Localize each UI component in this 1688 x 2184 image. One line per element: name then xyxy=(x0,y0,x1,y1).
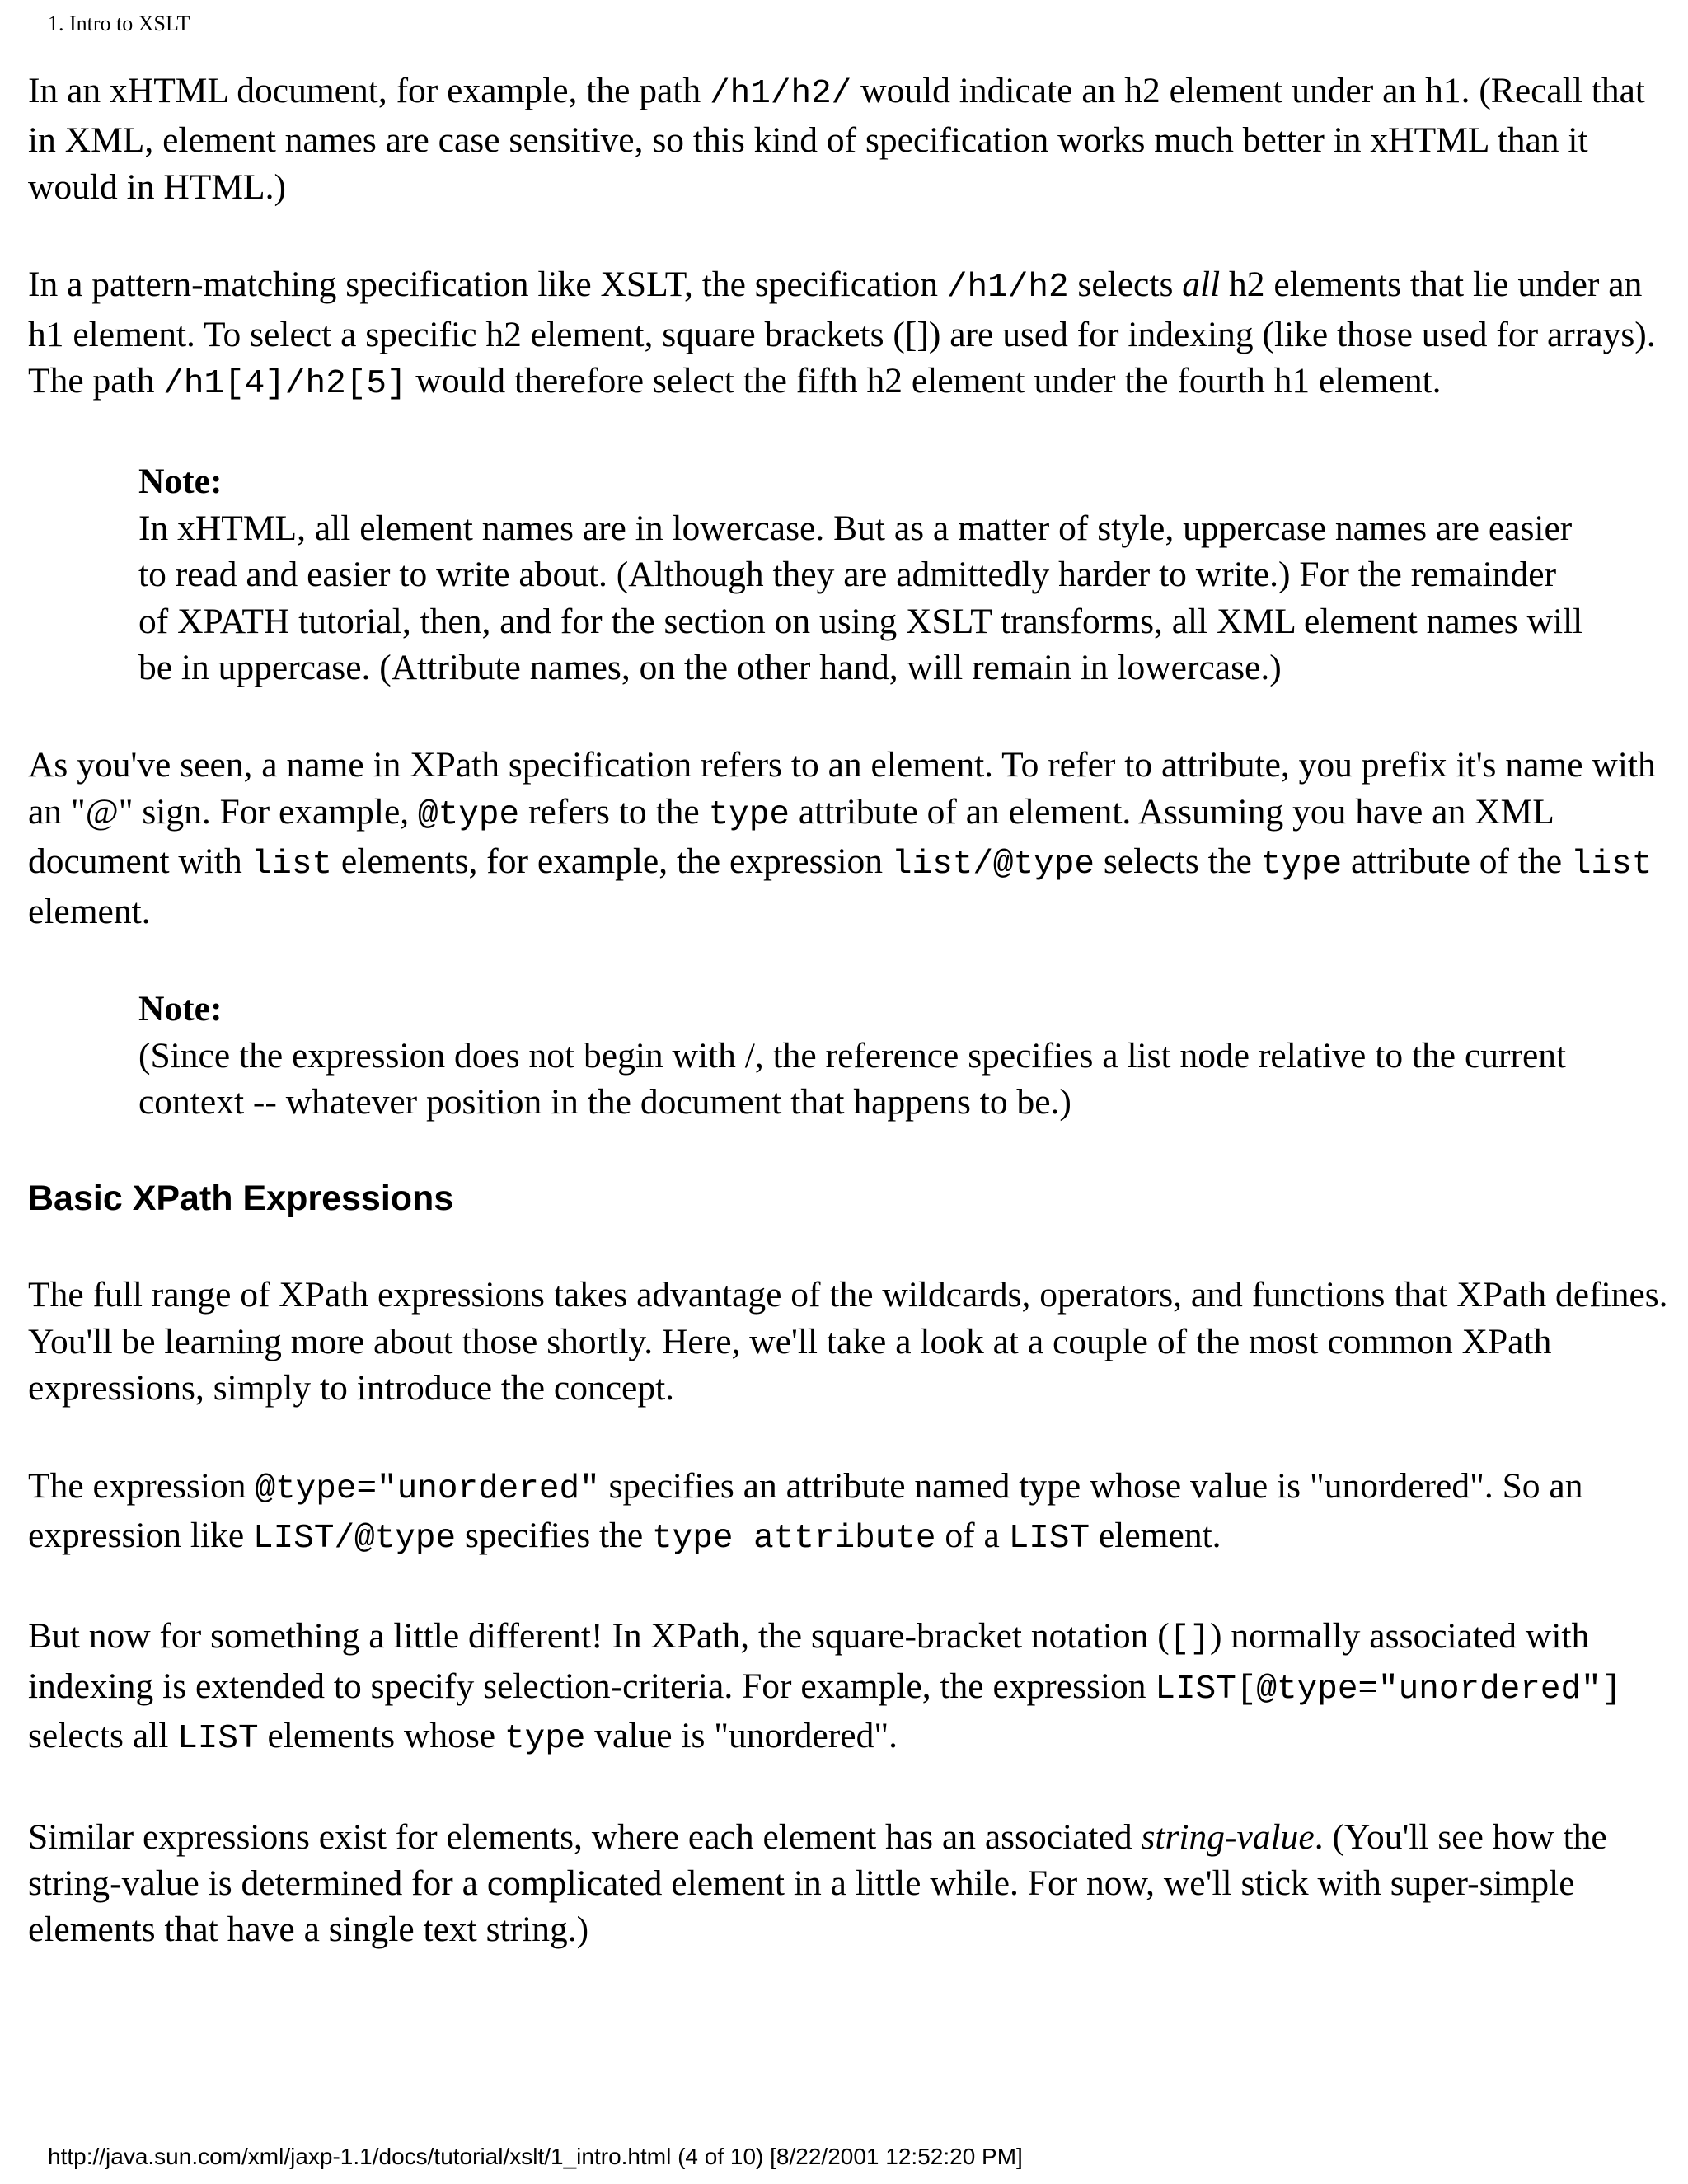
note-label: Note: xyxy=(138,462,223,502)
note-block-uppercase xyxy=(138,458,1589,691)
text-run: . (You'll see how the string-value is determined for a complicated element in a little while. For now, we'll stick with super-simple elements that have a single text string.) xyxy=(28,1816,1607,1950)
text-run: element. xyxy=(1090,1515,1221,1555)
text-run: The expression xyxy=(28,1465,256,1506)
text-run: h2 elements that lie under an h1 element. To select a specific h2 element, square brackets ([]) are used for indexing (like those used for arrays). The path xyxy=(28,265,1656,401)
paragraph-pattern-matching xyxy=(28,261,1668,407)
text-run: specifies the xyxy=(456,1515,653,1555)
code-run: type xyxy=(708,795,790,834)
paragraph-expression-type xyxy=(28,1463,1668,1563)
emphasis-run: string-value xyxy=(1141,1816,1315,1857)
code-run: LIST xyxy=(177,1720,259,1759)
text-run: element. xyxy=(28,891,151,931)
text-run: of a xyxy=(935,1515,1009,1555)
page-footer-url: http://java.sun.com/xml/jaxp-1.1/docs/tutorial/xslt/1_intro.html (4 of 10) [8/22/2001 12:52:20 PM] xyxy=(48,2144,1023,2169)
paragraph-xhtml-path xyxy=(28,68,1668,210)
text-run: specifies an attribute named type whose value is "unordered". So an expression like xyxy=(28,1465,1583,1555)
paragraph-string-value xyxy=(28,1814,1668,1953)
code-run: /h1/h2/ xyxy=(710,75,852,113)
text-run: But now for something a little different! In XPath, the square-bracket notation ( xyxy=(28,1616,1170,1657)
code-run: type attribute xyxy=(652,1519,936,1558)
text-run: refers to the xyxy=(519,791,709,832)
code-run: [] xyxy=(1169,1620,1210,1659)
text-run: Similar expressions exist for elements, where each element has an associated xyxy=(28,1816,1142,1857)
code-run: list/@type xyxy=(891,846,1095,884)
section-heading: Basic XPath Expressions xyxy=(28,1179,454,1219)
page-header-title: 1. Intro to XSLT xyxy=(48,12,190,35)
note-text: (Since the expression does not begin with /, the reference specifies a list node relative to the current context -- whatever position in the document that happens to be.) xyxy=(138,1035,1567,1122)
code-run: LIST xyxy=(1008,1519,1090,1558)
text-run: selects all xyxy=(28,1716,178,1756)
text-run: value is "unordered". xyxy=(585,1716,898,1756)
code-run: /h1/h2 xyxy=(946,269,1069,307)
paragraph-square-bracket xyxy=(28,1613,1668,1762)
text-run: In a pattern-matching specification like XSLT, the specification xyxy=(28,265,947,305)
paragraph-attribute-reference xyxy=(28,742,1668,935)
text-run: In an xHTML document, for example, the path xyxy=(28,71,710,110)
code-run: @type="unordered" xyxy=(255,1469,600,1508)
text-run: selects the xyxy=(1094,841,1261,882)
note-text: In xHTML, all element names are in lowercase. But as a matter of style, uppercase names are easier to read and easier to write about. (Although they are admittedly harder to write.) For the remainder of XPATH tutorial, then, and for the section on using XSLT transforms, all XML element names will be in uppercase. (Attribute names, on the other hand, will remain in lowercase.) xyxy=(138,508,1583,688)
text-run: would therefore select the fifth h2 element under the fourth h1 element. xyxy=(406,361,1442,401)
code-run: LIST[@type="unordered"] xyxy=(1155,1670,1622,1708)
text-run: As you've seen, a name in XPath specification refers to an element. To refer to attribute, you prefix it's name with an "@" sign. For example, xyxy=(28,745,1656,832)
code-run: /h1[4]/h2[5] xyxy=(163,365,407,404)
text-run: would indicate an h2 element under an h1. (Recall that in XML, element names are case sensitive, so this kind of specification works much better in xHTML than it would in HTML.) xyxy=(28,71,1646,207)
code-run: LIST/@type xyxy=(253,1519,457,1558)
text-run: elements, for example, the expression xyxy=(332,841,892,882)
text-run: attribute of the xyxy=(1342,841,1571,882)
text-run: ) normally associated with indexing is extended to specify selection-criteria. For example, the expression xyxy=(28,1616,1590,1706)
text-run: elements whose xyxy=(258,1716,504,1756)
code-run: @type xyxy=(418,795,520,834)
document-body xyxy=(28,68,1668,2004)
text-run: selects xyxy=(1068,265,1183,305)
code-run: list xyxy=(1570,846,1653,884)
note-block-context xyxy=(138,986,1589,1125)
note-label: Note: xyxy=(138,989,223,1029)
text-run: attribute of an element. Assuming you have an XML document with xyxy=(28,791,1554,882)
code-run: list xyxy=(251,846,333,884)
paragraph-full-range: The full range of XPath expressions takes advantage of the wildcards, operators, and functions that XPath defines. You'll be learning more about those shortly. Here, we'll take a look at a couple of the most common XPath expressions, simply to introduce the concept. xyxy=(28,1275,1668,1408)
code-run: type xyxy=(1260,846,1343,884)
code-run: type xyxy=(504,1720,586,1759)
emphasis-run: all xyxy=(1182,265,1221,305)
